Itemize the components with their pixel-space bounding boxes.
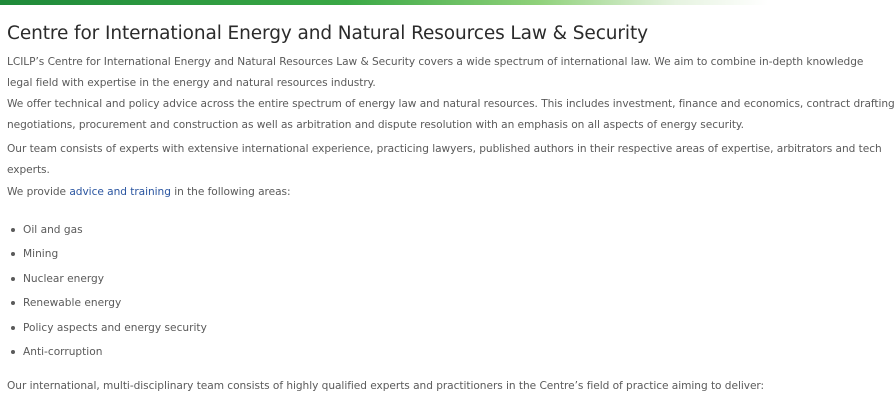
- bullet-icon: [11, 228, 15, 232]
- main-content: [7, 0, 895, 406]
- areas-intro-suffix: in the following areas:: [170, 186, 291, 198]
- team-paragraph: [7, 139, 882, 181]
- deliverables-paragraph: Our international, multi-disciplinary team consists of highly qualified experts and practitioners in the Centre’s field of practice aiming to deliver:: [7, 380, 765, 392]
- bullet-icon: [11, 252, 15, 256]
- bullet-icon: [11, 301, 15, 305]
- advice-and-training-link[interactable]: advice and training: [69, 186, 171, 198]
- services-paragraph: [7, 94, 895, 136]
- intro-paragraph: [7, 52, 863, 94]
- areas-list: [11, 218, 207, 364]
- bullet-icon: [11, 277, 15, 281]
- list-item-label: Policy aspects and energy security: [23, 321, 207, 334]
- bullet-icon: [11, 326, 15, 330]
- list-item: [11, 291, 207, 315]
- list-item: [11, 218, 207, 242]
- list-item: [11, 340, 207, 364]
- page-title: Centre for International Energy and Natural Resources Law & Security: [7, 23, 648, 44]
- list-item-label: Oil and gas: [23, 224, 83, 236]
- intro-paragraph-line-1: LCILP’s Centre for International Energy and Natural Resources Law & Security covers a wide spectrum of international law. We aim to combine in-depth knowledge: [7, 56, 864, 68]
- services-paragraph-line-1: We offer technical and policy advice across the entire spectrum of energy law and natural resources. This includes investment, finance and economics, contract drafting: [7, 98, 895, 110]
- bullet-icon: [11, 350, 15, 354]
- intro-paragraph-line-2: legal field with expertise in the energy and natural resources industry.: [7, 77, 376, 89]
- areas-intro-prefix: We provide: [7, 186, 70, 198]
- list-item: [11, 316, 207, 340]
- list-item-label: Mining: [23, 248, 59, 261]
- team-paragraph-line-2: experts.: [7, 164, 50, 176]
- list-item-label: Renewable energy: [23, 297, 122, 310]
- list-item: [11, 242, 207, 266]
- list-item: [11, 267, 207, 291]
- areas-intro-paragraph: [7, 182, 291, 203]
- list-item-label: Anti-corruption: [23, 345, 103, 358]
- services-paragraph-line-2: negotiations, procurement and construction as well as arbitration and dispute resolution with an emphasis on all aspects of energy security.: [7, 119, 744, 131]
- list-item-label: Nuclear energy: [23, 272, 105, 285]
- team-paragraph-line-1: Our team consists of experts with extensive international experience, practicing lawyers, published authors in their respective areas of expertise, arbitrators and tech: [7, 143, 882, 155]
